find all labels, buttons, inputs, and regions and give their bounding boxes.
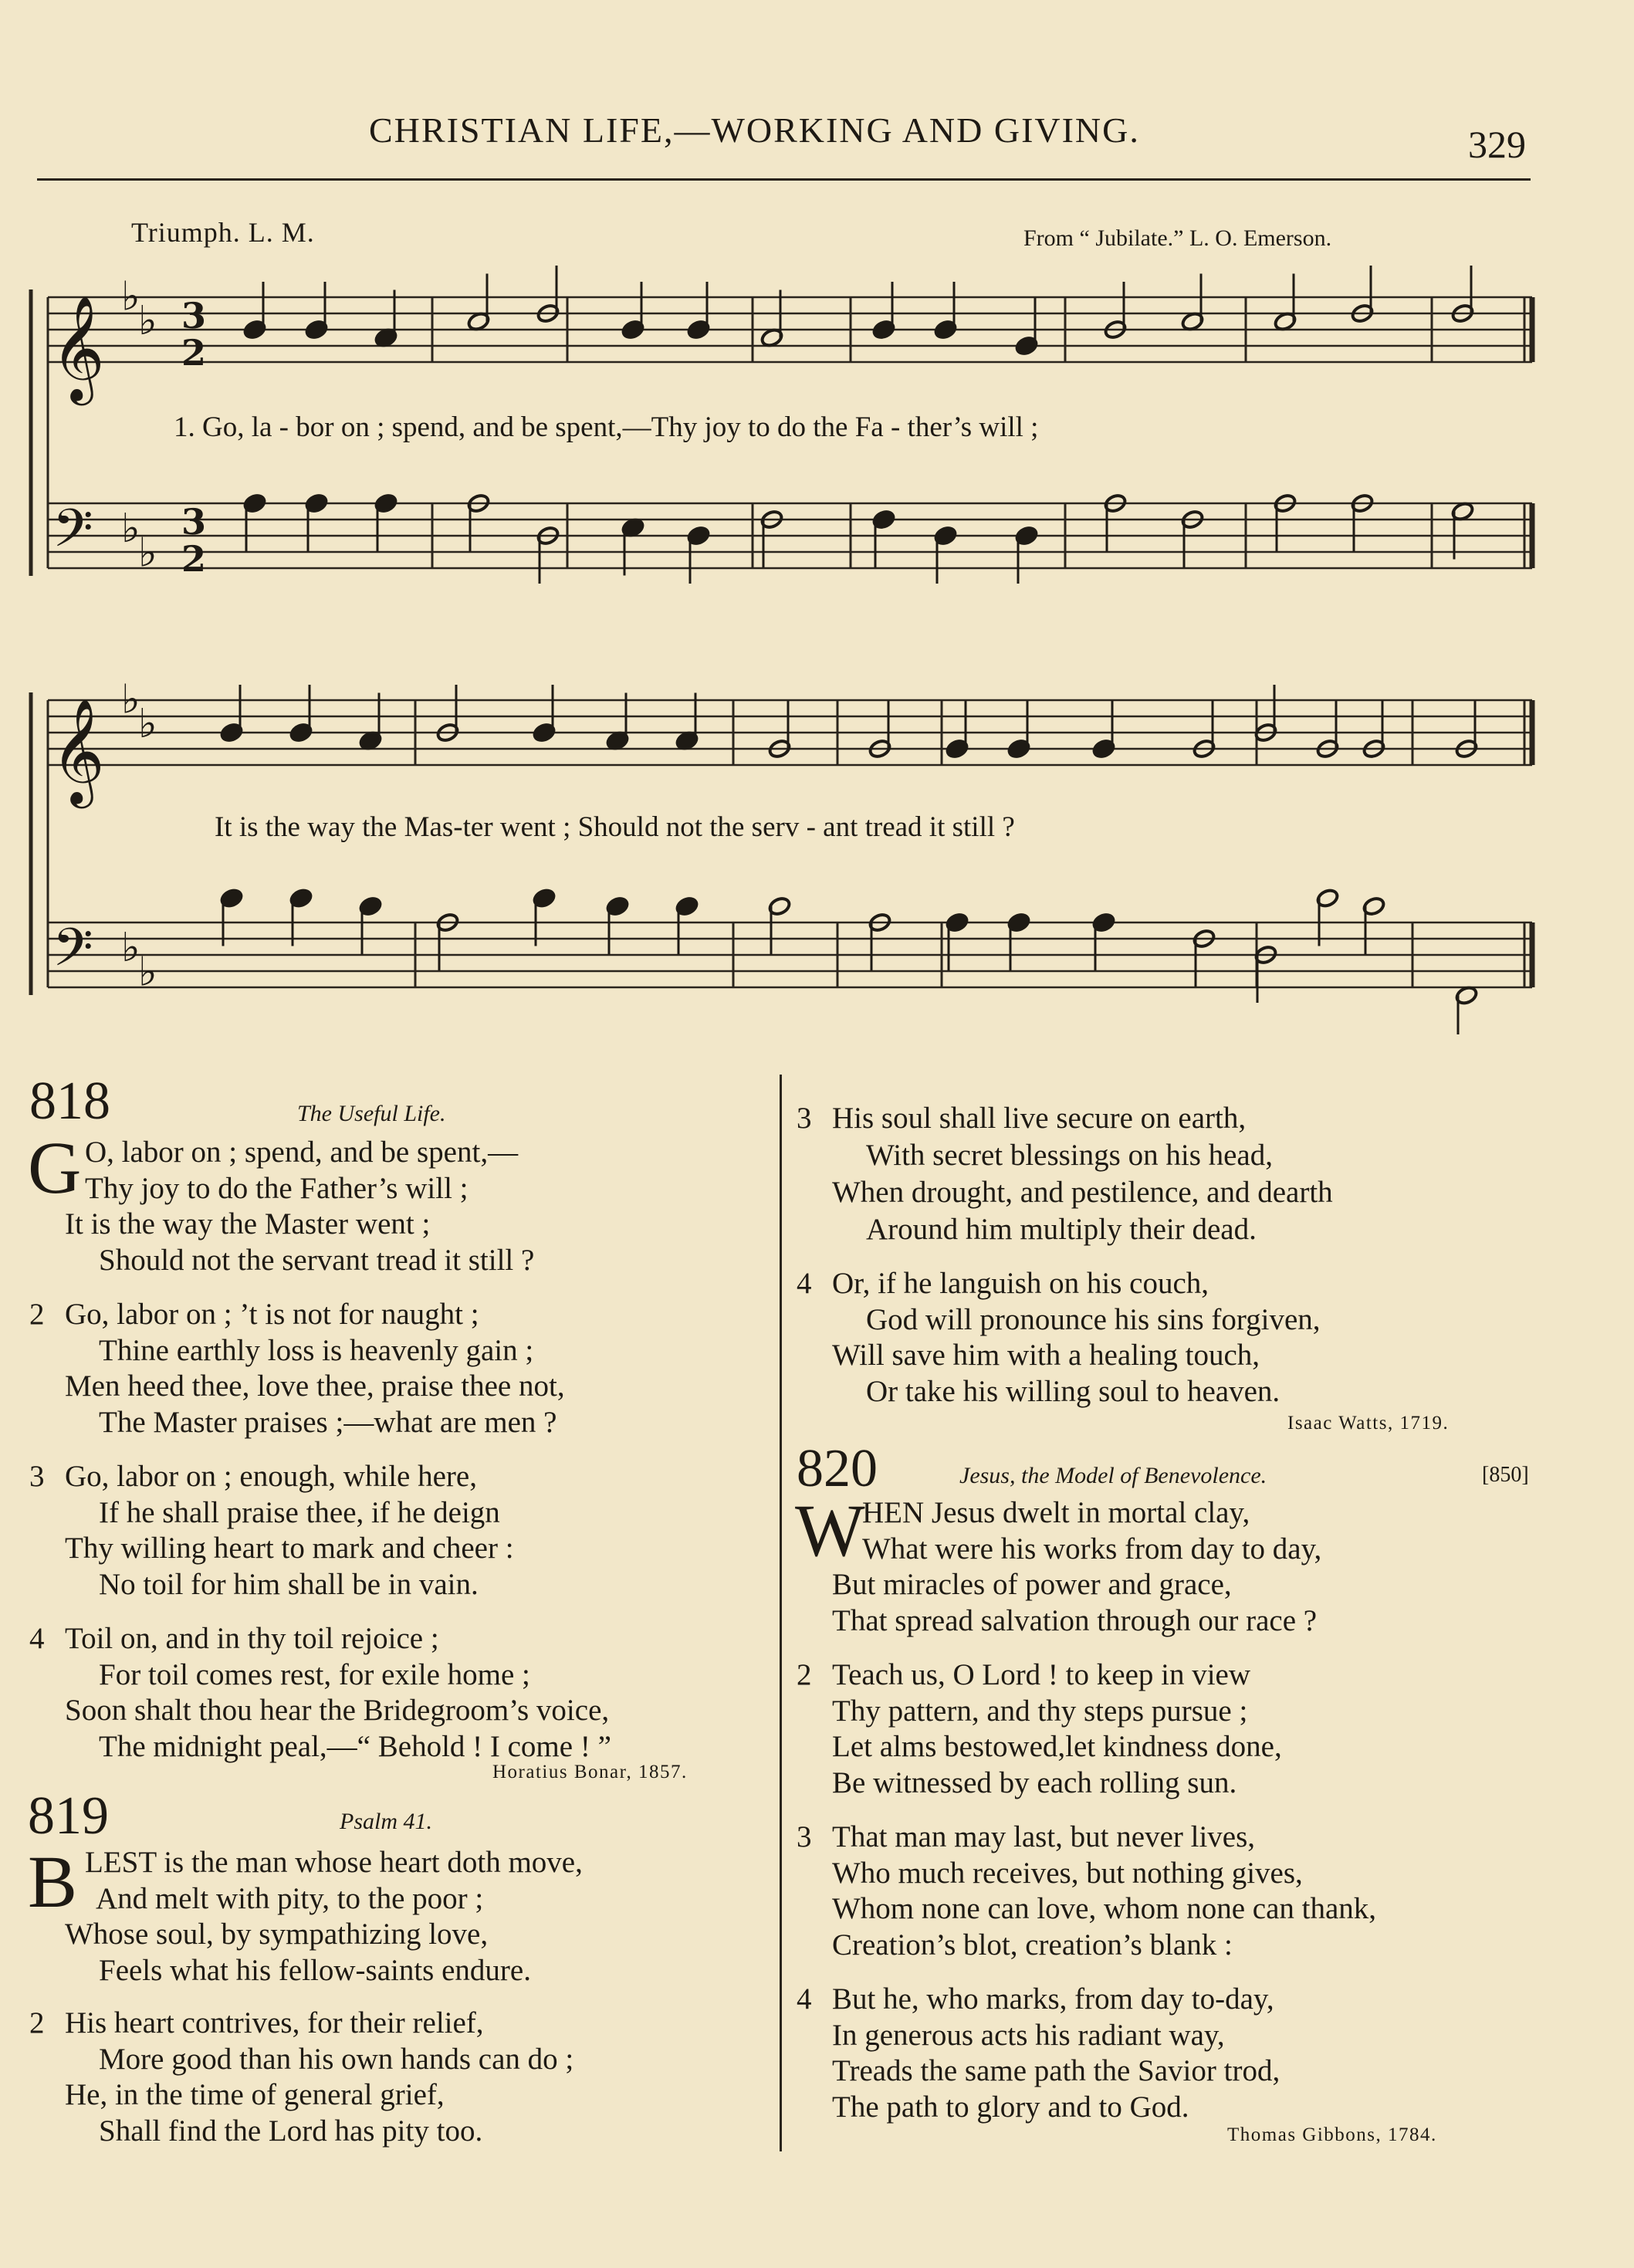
- verse-line: Should not the servant tread it still ?: [99, 1243, 535, 1277]
- verse-line: That man may last, but never lives,: [832, 1820, 1256, 1853]
- verse-line: Let alms bestowed,let kindness done,: [832, 1730, 1282, 1763]
- hymn-title: The Useful Life.: [297, 1101, 446, 1126]
- hymn-title: Psalm 41.: [340, 1809, 432, 1834]
- verse-line: Whose soul, by sympathizing love,: [65, 1918, 489, 1951]
- stanza-number: 2: [797, 1658, 812, 1691]
- treble-clef-icon: 𝄞: [51, 697, 105, 804]
- verse-line: Go, labor on ; enough, while here,: [65, 1460, 477, 1493]
- verse-line: Treads the same path the Savior trod,: [832, 2054, 1280, 2087]
- verse-line: The midnight peal,—“ Behold ! I come ! ”: [99, 1729, 611, 1763]
- hymn-title: Jesus, the Model of Benevolence.: [959, 1463, 1267, 1488]
- flat-icon: ♭: [138, 298, 157, 344]
- verse-line: In generous acts his radiant way,: [832, 2018, 1225, 2052]
- verse-line: Or, if he languish on his couch,: [832, 1267, 1209, 1300]
- verse-line: Whom none can love, whom none can thank,: [832, 1892, 1377, 1925]
- verse-line: Or take his willing soul to heaven.: [866, 1374, 1280, 1408]
- verse-line: God will pronounce his sins forgiven,: [866, 1302, 1321, 1336]
- verse-line: Soon shalt thou hear the Bridegroom’s voice,: [65, 1694, 610, 1727]
- verse-line: Who much receives, but nothing gives,: [832, 1856, 1303, 1890]
- flat-icon: ♭: [121, 273, 140, 320]
- verse-line: More good than his own hands can do ;: [99, 2042, 574, 2076]
- stanza-number: 3: [29, 1460, 45, 1493]
- flat-icon: ♭: [138, 701, 157, 747]
- running-title: CHRISTIAN LIFE,—WORKING AND GIVING.: [369, 110, 1140, 150]
- hymn-tag: [850]: [1482, 1463, 1529, 1487]
- verse-line: Thy joy to do the Father’s will ;: [85, 1171, 469, 1205]
- verse-line: And melt with pity, to the poor ;: [96, 1881, 484, 1915]
- lyric-line-1: 1. Go, la - bor on ; spend, and be spent,—Thy joy to do the Fa - ther’s will ;: [174, 411, 1039, 443]
- verse-line: If he shall praise thee, if he deign: [99, 1495, 500, 1529]
- stanza-number: 2: [29, 1298, 45, 1331]
- bass-clef-icon: 𝄢: [52, 918, 93, 991]
- verse-line: Be witnessed by each rolling sun.: [832, 1765, 1237, 1799]
- verse-line: The Master praises ;—what are men ?: [99, 1405, 557, 1439]
- verse-line: It is the way the Master went ;: [65, 1207, 431, 1241]
- verse-line: No toil for him shall be in vain.: [99, 1567, 479, 1601]
- verse-line: When drought, and pestilence, and dearth: [832, 1176, 1333, 1209]
- time-signature-icon: 3: [181, 501, 207, 543]
- drop-cap: B: [28, 1840, 78, 1923]
- flat-icon: ♭: [138, 949, 157, 996]
- verse-line: HEN Jesus dwelt in mortal clay,: [862, 1496, 1250, 1529]
- stanza-number: 3: [797, 1102, 812, 1135]
- drop-cap: W: [795, 1489, 865, 1572]
- stanza-number: 4: [29, 1622, 45, 1655]
- verse-line: Creation’s blot, creation’s blank :: [832, 1928, 1233, 1962]
- stanza-number: 4: [797, 1267, 812, 1300]
- verse-line: Men heed thee, love thee, praise thee not,: [65, 1369, 565, 1403]
- tune-source: From “ Jubilate.” L. O. Emerson.: [1023, 225, 1332, 251]
- verse-line: With secret blessings on his head,: [866, 1139, 1273, 1172]
- flat-icon: ♭: [138, 530, 157, 577]
- hymn-number: 819: [28, 1786, 109, 1846]
- flat-icon: ♭: [121, 506, 140, 552]
- music-score: [0, 0, 1634, 1034]
- verse-line: What were his works from day to day,: [862, 1532, 1322, 1566]
- verse-line: Thine earthly loss is heavenly gain ;: [99, 1333, 534, 1367]
- verse-line: Shall find the Lord has pity too.: [99, 2114, 483, 2148]
- verse-line: LEST is the man whose heart doth move,: [85, 1846, 583, 1879]
- flat-icon: ♭: [121, 925, 140, 971]
- verse-line: That spread salvation through our race ?: [832, 1603, 1318, 1637]
- stanza-number: 2: [29, 2006, 45, 2040]
- hymn-author: Isaac Watts, 1719.: [1287, 1413, 1450, 1434]
- page-number: 329: [1468, 123, 1526, 166]
- verse-line: His soul shall live secure on earth,: [832, 1102, 1247, 1135]
- verse-line: Will save him with a healing touch,: [832, 1339, 1260, 1372]
- hymn-number: 818: [29, 1071, 110, 1131]
- flat-icon: ♭: [121, 676, 140, 723]
- time-signature-icon: 2: [181, 332, 207, 374]
- verse-line: Around him multiply their dead.: [866, 1213, 1257, 1246]
- verse-line: He, in the time of general grief,: [65, 2078, 445, 2111]
- verse-line: Thy pattern, and thy steps pursue ;: [832, 1694, 1248, 1728]
- time-signature-icon: 2: [181, 538, 207, 580]
- stanza-number: 4: [797, 1982, 812, 2016]
- verse-line: Teach us, O Lord ! to keep in view: [832, 1658, 1251, 1691]
- verse-line: Feels what his fellow-saints endure.: [99, 1953, 531, 1987]
- verse-line: The path to glory and to God.: [832, 2090, 1189, 2124]
- tune-name: Triumph. L. M.: [131, 217, 315, 248]
- verse-line: O, labor on ; spend, and be spent,—: [85, 1136, 519, 1169]
- verse-line: His heart contrives, for their relief,: [65, 2006, 484, 2040]
- bass-clef-icon: 𝄢: [52, 499, 93, 572]
- verse-line: For toil comes rest, for exile home ;: [99, 1657, 530, 1691]
- verse-line: But miracles of power and grace,: [832, 1568, 1232, 1601]
- hymn-number: 820: [797, 1439, 878, 1498]
- treble-clef-icon: 𝄞: [51, 294, 105, 401]
- time-signature-icon: 3: [181, 295, 207, 337]
- stanza-number: 3: [797, 1820, 812, 1853]
- lyric-line-2: It is the way the Mas-ter went ; Should not the serv - ant tread it still ?: [215, 811, 1015, 843]
- verse-line: Thy willing heart to mark and cheer :: [65, 1532, 514, 1565]
- verse-line: But he, who marks, from day to-day,: [832, 1982, 1274, 2016]
- verse-line: Go, labor on ; ’t is not for naught ;: [65, 1298, 479, 1331]
- column-divider: [780, 1075, 782, 2151]
- hymn-author: Horatius Bonar, 1857.: [492, 1762, 688, 1782]
- drop-cap: G: [28, 1126, 82, 1209]
- hymn-author: Thomas Gibbons, 1784.: [1227, 2124, 1437, 2145]
- verse-line: Toil on, and in thy toil rejoice ;: [65, 1622, 439, 1655]
